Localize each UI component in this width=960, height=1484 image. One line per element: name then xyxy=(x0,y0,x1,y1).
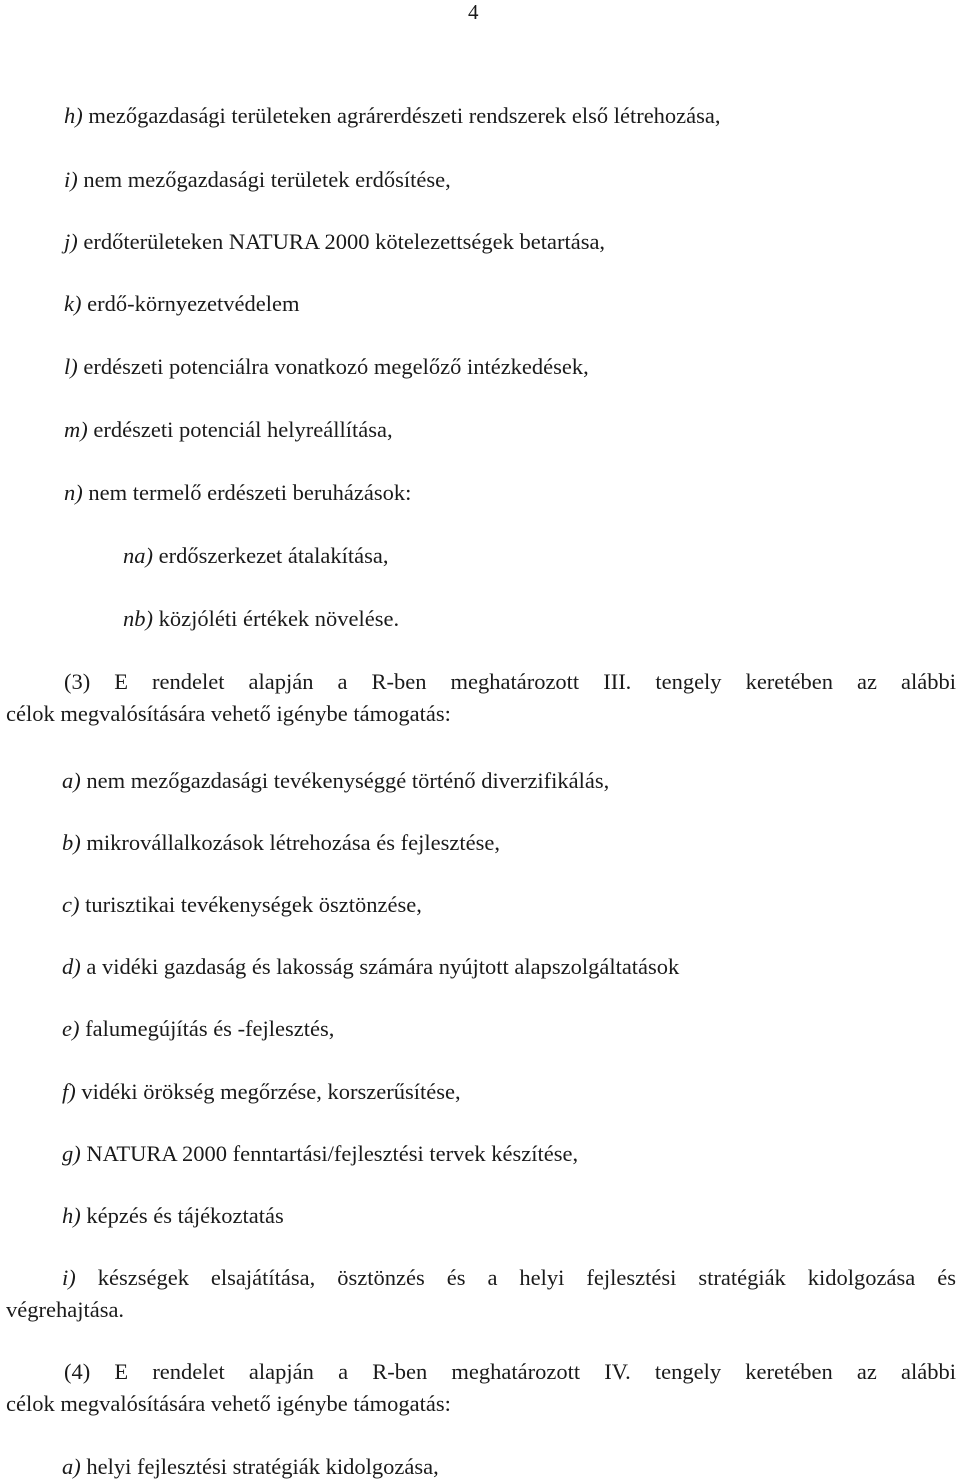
list-marker: a) xyxy=(62,768,81,793)
list-item-text: a vidéki gazdaság és lakosság számára nyújtott alapszolgáltatások xyxy=(80,954,680,979)
list-marker: d) xyxy=(62,954,81,979)
list-item-text: erdészeti potenciálra vonatkozó megelőző intézkedések, xyxy=(77,354,589,379)
list-item xyxy=(0,1077,960,1107)
list-marker: b) xyxy=(62,830,81,855)
list-marker: h) xyxy=(62,1203,81,1228)
list-marker: na) xyxy=(123,543,153,568)
list-item xyxy=(0,828,960,858)
list-item xyxy=(0,165,960,195)
list-item xyxy=(0,478,960,508)
list-marker: nb) xyxy=(123,606,153,631)
list-item-text: turisztikai tevékenységek ösztönzése, xyxy=(79,892,422,917)
list-marker: c) xyxy=(62,892,80,917)
list-item xyxy=(0,289,960,319)
list-marker: k) xyxy=(64,291,82,316)
list-item-text: nem termelő erdészeti beruházások: xyxy=(82,480,412,505)
list-subitem xyxy=(0,541,960,571)
list-item xyxy=(0,101,960,131)
list-item-text: közjóléti értékek növelése. xyxy=(153,606,400,631)
list-item-text: erdészeti potenciál helyreállítása, xyxy=(87,417,393,442)
list-marker: j) xyxy=(64,229,78,254)
list-item xyxy=(0,766,960,796)
list-item xyxy=(0,952,960,982)
list-item xyxy=(0,1139,960,1169)
list-item-text: falumegújítás és -fejlesztés, xyxy=(79,1016,335,1041)
list-marker: n) xyxy=(64,480,83,505)
list-marker: i) xyxy=(62,1265,76,1290)
paragraph-4-line-2: célok megvalósítására vehető igénybe támogatás: xyxy=(6,1391,451,1416)
list-item-text: NATURA 2000 fenntartási/fejlesztési tervek készítése, xyxy=(80,1141,579,1166)
list-marker: i) xyxy=(64,167,78,192)
list-marker: l) xyxy=(64,354,78,379)
list-item-text: vidéki örökség megőrzése, korszerűsítése, xyxy=(75,1079,461,1104)
list-item-wrapped xyxy=(6,1262,956,1326)
paragraph-3-line-1: (3) E rendelet alapján a R-ben meghatározott III. tengely keretében az alábbi xyxy=(64,669,956,694)
list-item-text: készségek elsajátítása, ösztönzés és a helyi fejlesztési stratégiák kidolgozása és xyxy=(75,1265,956,1290)
list-item-text: erdőterületeken NATURA 2000 kötelezettségek betartása, xyxy=(77,229,606,254)
list-item xyxy=(0,1201,960,1231)
list-marker: h) xyxy=(64,103,83,128)
list-item xyxy=(0,890,960,920)
list-item-text: helyi fejlesztési stratégiák kidolgozása, xyxy=(80,1454,439,1479)
list-marker: m) xyxy=(64,417,88,442)
list-item-text: mezőgazdasági területeken agrárerdészeti rendszerek első létrehozása, xyxy=(82,103,721,128)
list-subitem xyxy=(0,604,960,634)
list-item-text: erdőszerkezet átalakítása, xyxy=(153,543,389,568)
paragraph-3 xyxy=(6,666,956,730)
list-item-text: nem mezőgazdasági területek erdősítése, xyxy=(77,167,451,192)
list-item xyxy=(0,1014,960,1044)
list-marker: a) xyxy=(62,1454,81,1479)
paragraph-4-line-1: (4) E rendelet alapján a R-ben meghatározott IV. tengely keretében az alábbi xyxy=(64,1359,956,1384)
list-item xyxy=(0,415,960,445)
list-item-text: képzés és tájékoztatás xyxy=(80,1203,284,1228)
list-marker: e) xyxy=(62,1016,80,1041)
paragraph-3-line-2: célok megvalósítására vehető igénybe támogatás: xyxy=(6,701,451,726)
page-number: 4 xyxy=(468,0,479,24)
list-item-continuation: végrehajtása. xyxy=(6,1297,125,1322)
list-marker: g) xyxy=(62,1141,81,1166)
paragraph-4 xyxy=(6,1356,956,1420)
list-item-text: nem mezőgazdasági tevékenységgé történő diverzifikálás, xyxy=(80,768,610,793)
list-item-text: mikrovállalkozások létrehozása és fejlesztése, xyxy=(80,830,500,855)
list-item-text: erdő-környezetvédelem xyxy=(81,291,300,316)
list-item xyxy=(0,1452,960,1482)
list-marker: f) xyxy=(62,1079,76,1104)
list-item xyxy=(0,352,960,382)
list-item-first-line xyxy=(6,1262,956,1294)
list-item xyxy=(0,227,960,257)
